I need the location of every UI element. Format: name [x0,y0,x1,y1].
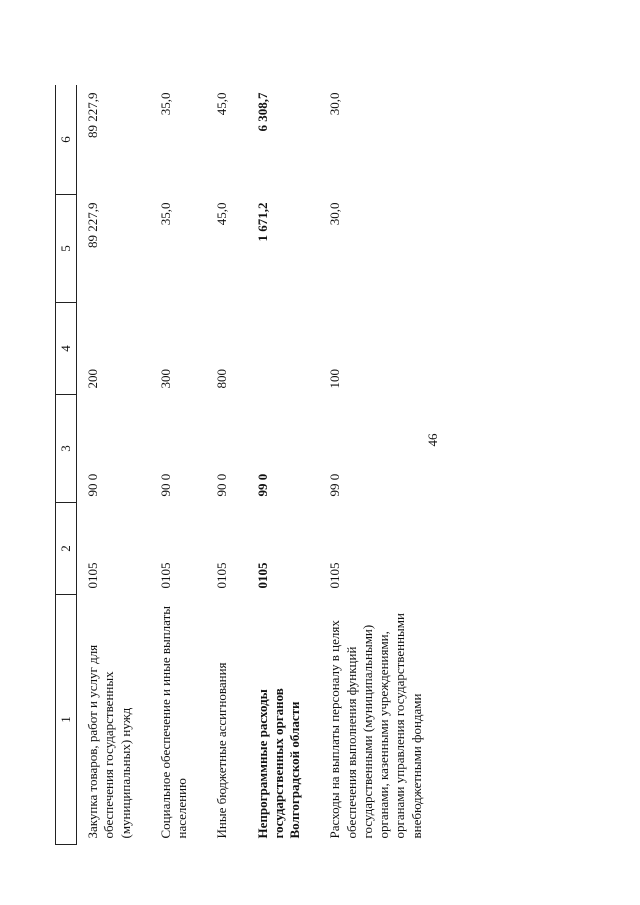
target-article-code: 99 0 [254,473,270,497]
rotated-table-container [55,85,615,845]
target-article-code: 90 0 [157,473,173,497]
section-code: 0105 [214,562,230,589]
column-header: 3 [56,395,77,503]
row-name: Закупка товаров, работ и услуг для обеспечения государственных (муниципальных) нужд [85,644,133,839]
column-header: 6 [56,85,77,195]
expense-type-code: 100 [327,369,343,389]
budget-table-area [55,85,615,845]
amount-col5: 30,0 [327,202,343,226]
target-article-code: 90 0 [85,473,100,497]
amount-col5: 35,0 [157,202,173,226]
expense-type-code: 800 [214,369,230,389]
table-header-row [56,85,77,845]
row-name: Непрограммные расходы государственных органов Волгоградской области [254,688,302,839]
table-row [77,85,150,845]
section-code: 0105 [85,562,100,589]
page-number: 46 [425,433,440,447]
expense-type-code: 200 [85,369,100,389]
amount-col6: 35,0 [157,92,173,116]
budget-table [55,85,441,845]
target-article-code: 90 0 [214,473,230,497]
column-header: 4 [56,303,77,395]
column-header: 5 [56,195,77,303]
section-code: 0105 [157,562,173,589]
target-article-code: 99 0 [327,473,343,497]
table-row [150,85,207,845]
amount-col5: 89 227,9 [85,202,100,248]
amount-col6: 6 308,7 [254,92,270,132]
amount-col6: 45,0 [214,92,230,116]
amount-col6: 30,0 [327,92,343,116]
row-name: Расходы на выплаты персоналу в целях обеспечения выполнения функций государственными (муниципальными) органами, казенными учреждениями, органами управления государственными внебюджетными фондами [327,613,424,839]
expense-type-code [247,303,320,395]
section-code: 0105 [327,562,343,589]
column-header: 1 [56,595,77,845]
table-row [247,85,320,845]
section-code: 0105 [254,562,270,589]
amount-col5: 1 671,2 [254,202,270,242]
row-name: Социальное обеспечение и иные выплаты населению [157,605,189,839]
row-name: Иные бюджетные ассигнования [214,662,230,839]
amount-col6: 89 227,9 [85,92,100,138]
table-row [206,85,246,845]
expense-type-code: 300 [157,369,173,389]
column-header: 2 [56,503,77,595]
amount-col5: 45,0 [214,202,230,226]
table-row [319,85,441,845]
